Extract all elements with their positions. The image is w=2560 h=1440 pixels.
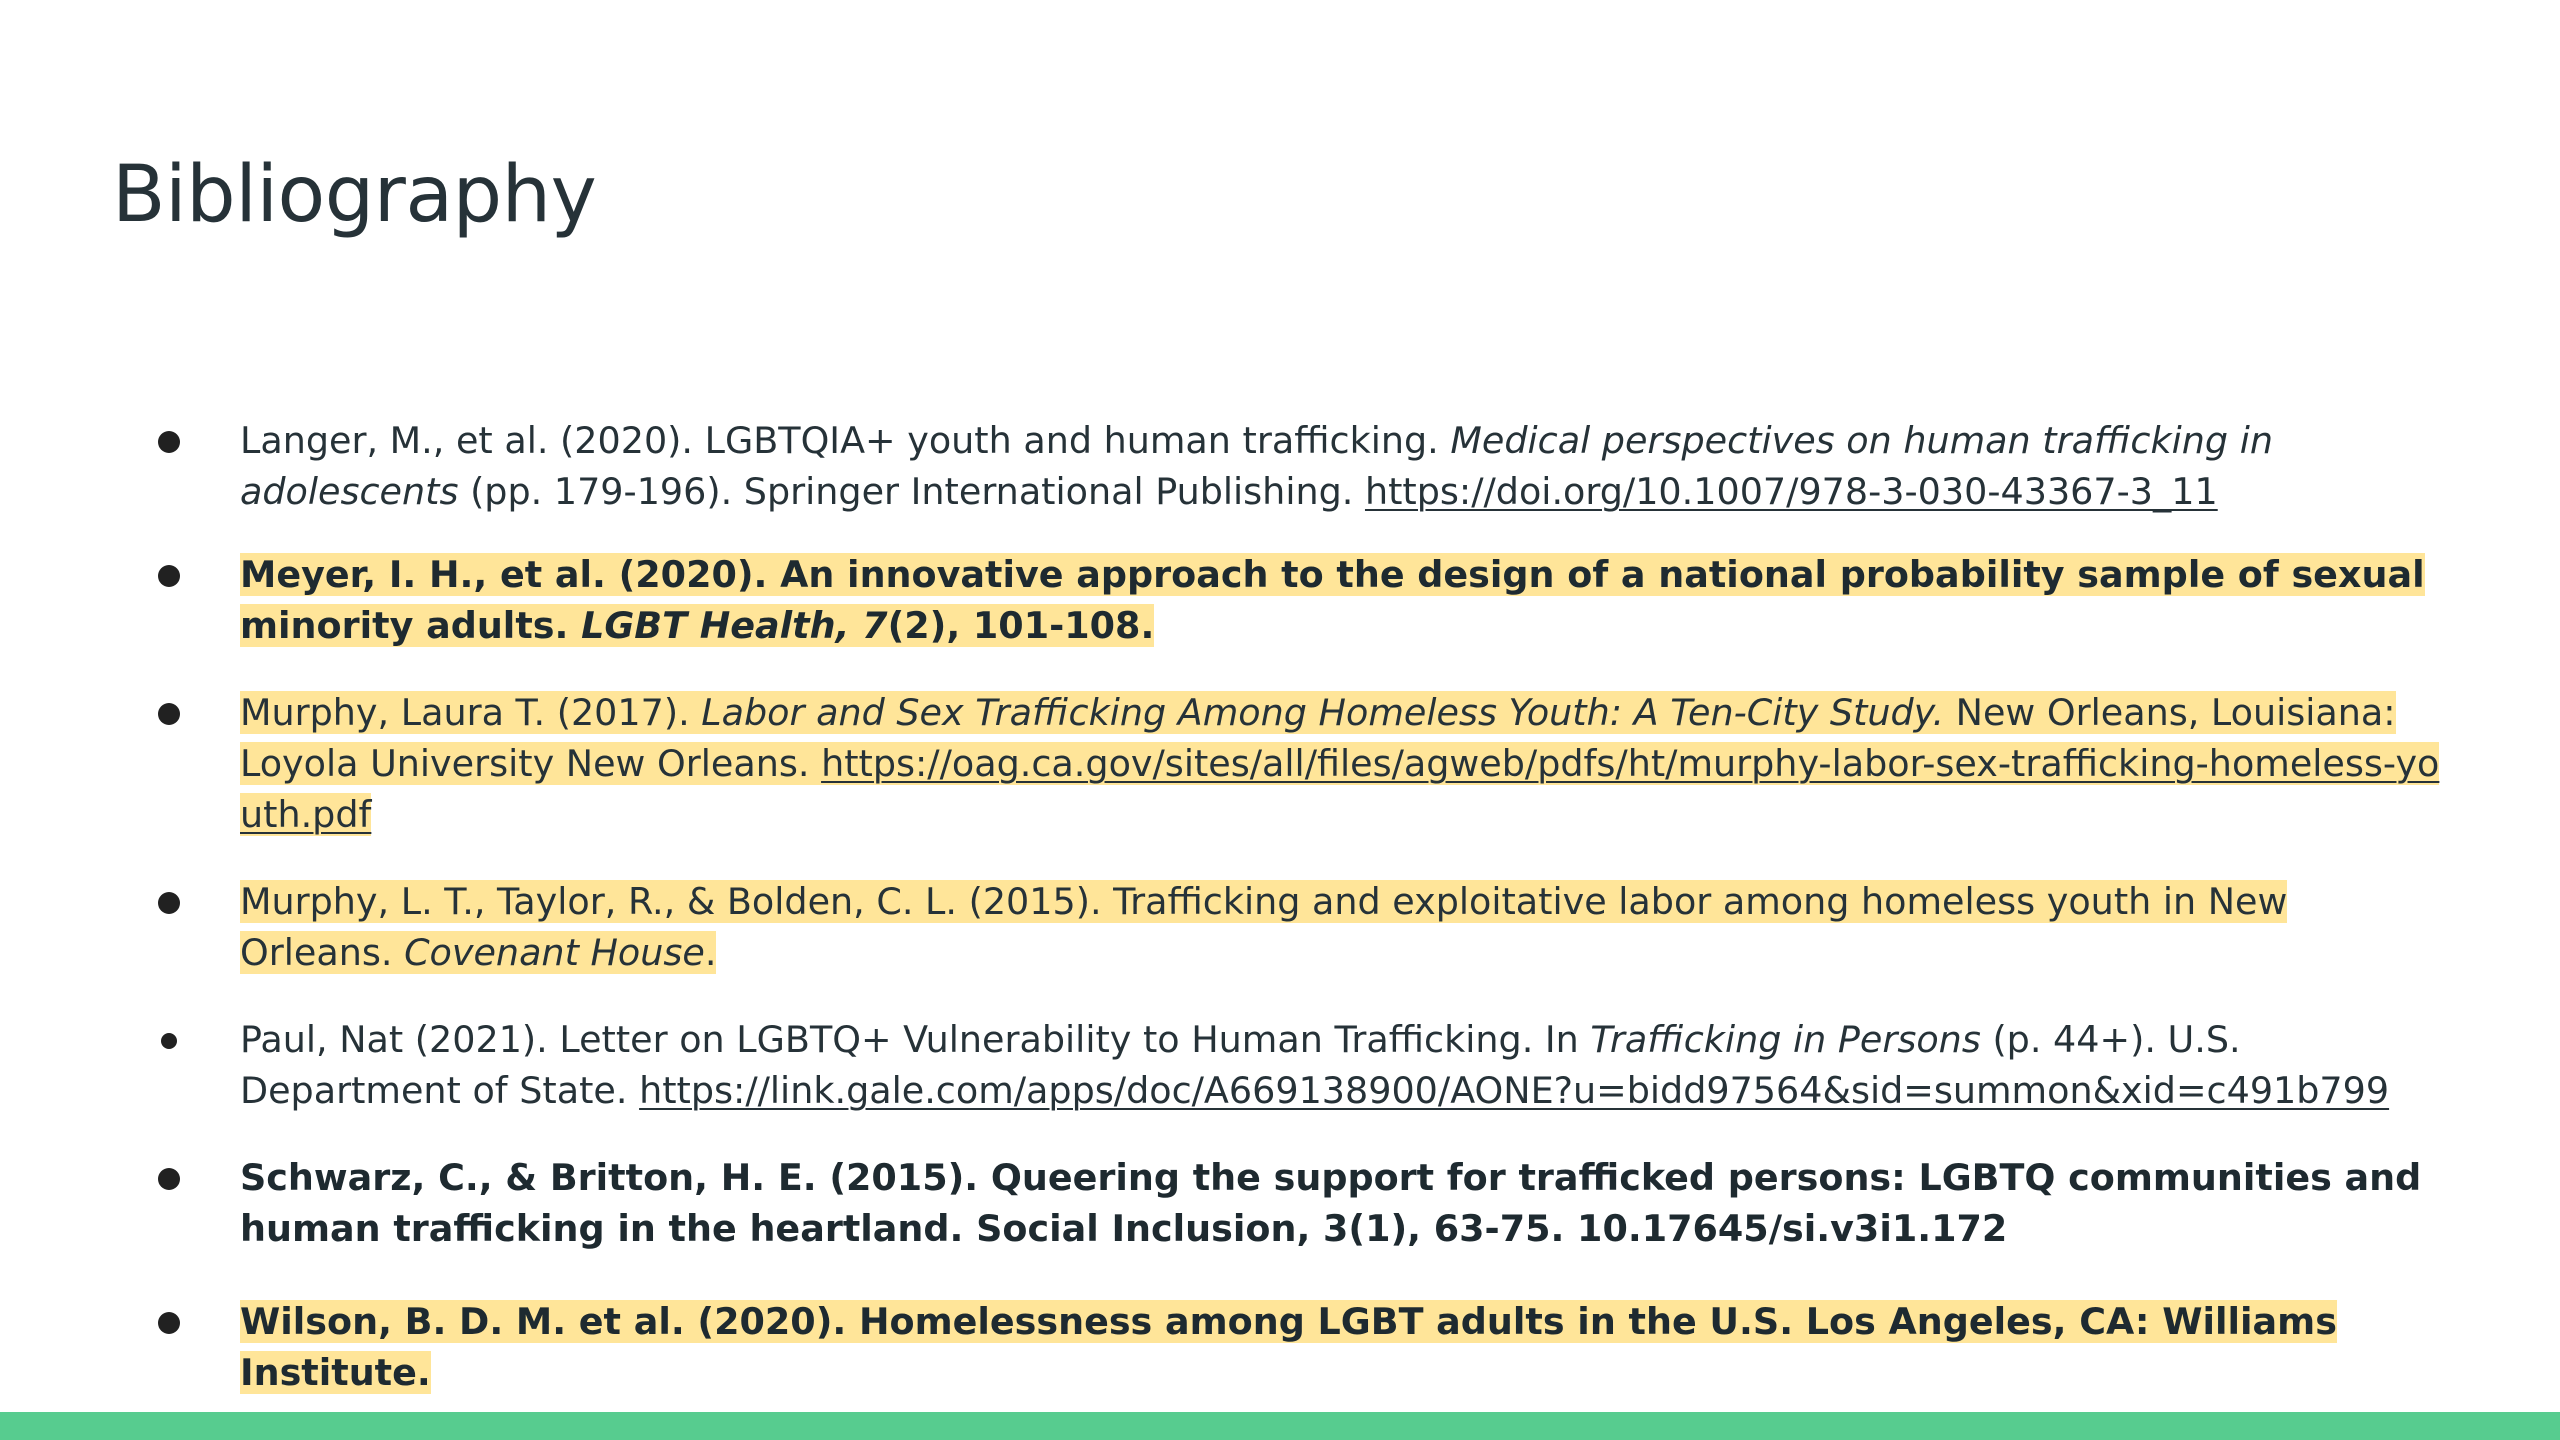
- accent-bar: [0, 1412, 2560, 1440]
- reference-link[interactable]: https://doi.org/10.1007/978-3-030-43367-3_11: [1364, 470, 2218, 513]
- highlighted-text: [240, 1300, 2337, 1394]
- reference-text: Murphy, Laura T. (2017).: [240, 691, 702, 734]
- reference-italic: Trafficking in Persons: [1590, 1018, 1981, 1061]
- reference-text: (p. 44+). U.S. Department of State.: [240, 1018, 2241, 1112]
- reference-italic: Labor and Sex Trafficking Among Homeless Youth: A Ten-City Study.: [701, 691, 1945, 734]
- reference-link[interactable]: https://oag.ca.gov/sites/all/files/agweb/pdfs/ht/murphy-labor-sex-trafficking-homeless-youth.pdf: [240, 742, 2440, 836]
- bullet-icon: [158, 892, 180, 914]
- reference-italic: Medical perspectives on human trafficking in adolescents: [240, 419, 2273, 513]
- reference-italic: Covenant House: [404, 931, 705, 974]
- reference-text: Paul, Nat (2021). Letter on LGBTQ+ Vulnerability to Human Trafficking. In: [240, 1018, 1591, 1061]
- reference-text: Schwarz, C., & Britton, H. E. (2015). Queering the support for trafficked persons: LGBTQ communities and human trafficking in the heartland. Social Inclusion, 3(1), 63-75. 10.17645/si.v3i1.172: [240, 1156, 2422, 1250]
- bullet-icon: [161, 1033, 177, 1049]
- reference-text: Murphy, L. T., Taylor, R., & Bolden, C. L. (2015). Trafficking and exploitative labor among homeless youth in New Orleans.: [240, 880, 2288, 974]
- bullet-icon: [158, 703, 180, 725]
- reference-text: .: [704, 931, 717, 974]
- highlighted-text: [240, 553, 2425, 647]
- reference-italic: LGBT Health, 7: [581, 604, 888, 647]
- reference-text: Meyer, I. H., et al. (2020). An innovative approach to the design of a national probability sample of sexual minority adults.: [240, 553, 2425, 647]
- bullet-icon: [158, 565, 180, 587]
- reference-link[interactable]: https://link.gale.com/apps/doc/A669138900/AONE?u=bidd97564&sid=summon&xid=c491b799: [639, 1069, 2390, 1112]
- reference-item: [150, 687, 2450, 840]
- bullet-icon: [158, 1312, 180, 1334]
- reference-item: [150, 415, 2450, 517]
- reference-text: Langer, M., et al. (2020). LGBTQIA+ youth and human trafficking.: [240, 419, 1451, 462]
- reference-list: [150, 415, 2450, 1398]
- reference-text: (pp. 179-196). Springer International Publishing.: [458, 470, 1365, 513]
- slide-title: Bibliography: [112, 150, 597, 240]
- reference-item: [150, 1296, 2450, 1398]
- reference-text: Wilson, B. D. M. et al. (2020). Homelessness among LGBT adults in the U.S. Los Angeles, CA: Williams Institute.: [240, 1300, 2337, 1394]
- reference-text: (2), 101-108.: [887, 604, 1155, 647]
- reference-item: [150, 1014, 2450, 1116]
- bullet-icon: [158, 1168, 180, 1190]
- highlighted-text: [240, 880, 2287, 974]
- highlighted-text: [240, 691, 2439, 836]
- reference-item: [150, 549, 2450, 651]
- reference-item: [150, 1152, 2450, 1254]
- reference-item: [150, 876, 2450, 978]
- bullet-icon: [158, 431, 180, 453]
- reference-text: New Orleans, Louisiana: Loyola University New Orleans.: [240, 691, 2396, 785]
